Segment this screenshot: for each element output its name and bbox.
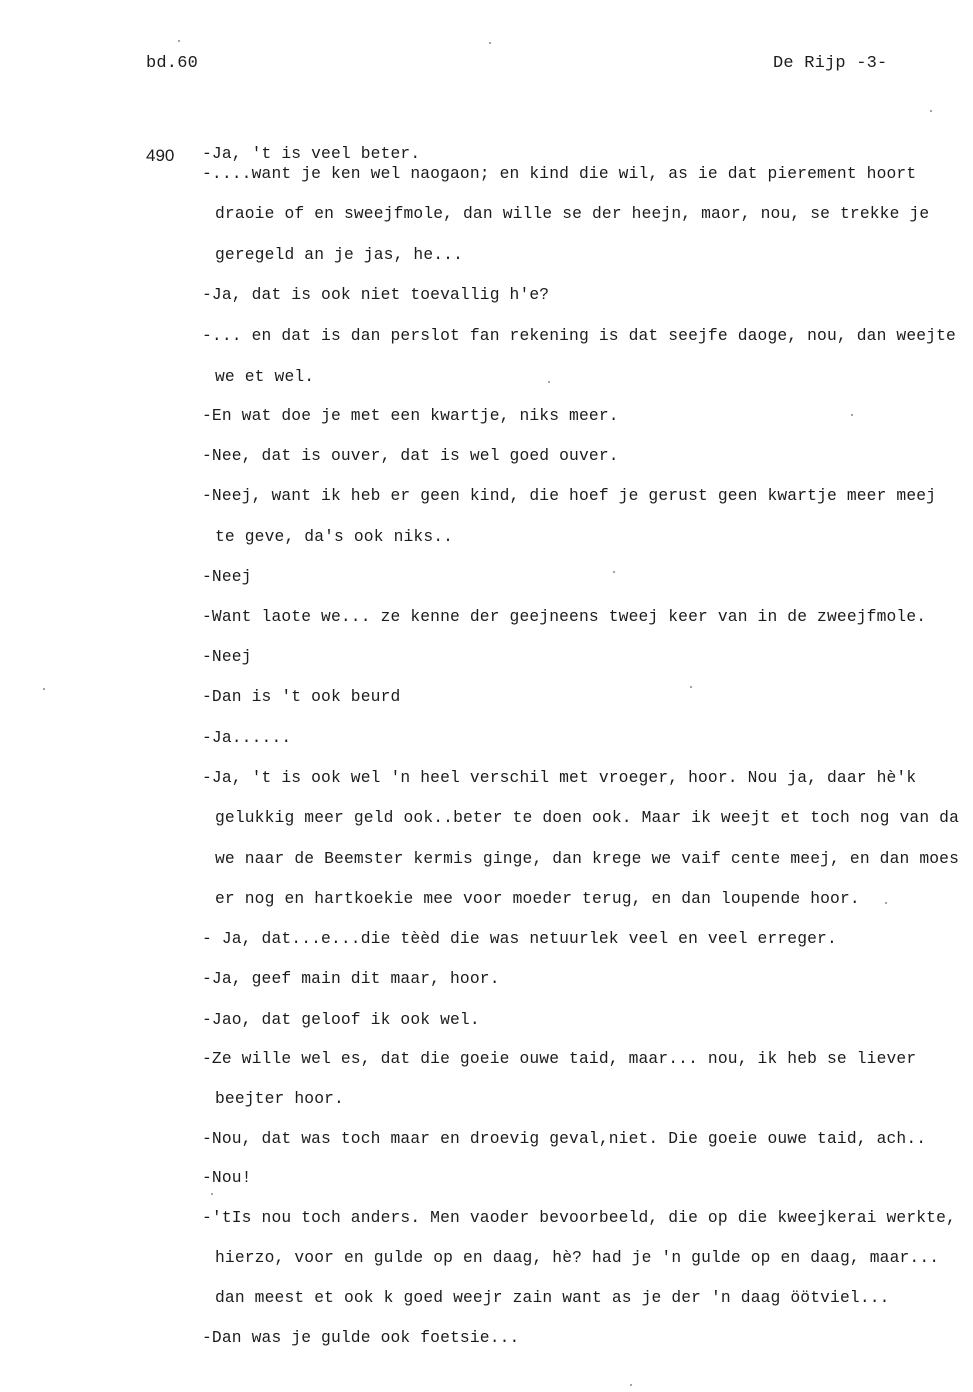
scan-speck <box>211 1193 213 1195</box>
transcript-line: -Dan is 't ook beurd <box>202 687 401 706</box>
transcript-line: -Nou! <box>202 1168 252 1187</box>
page-title: De Rijp -3- <box>773 54 888 73</box>
transcript-line: gelukkig meer geld ook..beter te doen ook. Maar ik weejt et toch nog van da <box>215 808 960 827</box>
transcript-line: -Ja, 't is ook wel 'n heel verschil met vroeger, hoor. Nou ja, daar hè'k <box>202 768 917 787</box>
transcript-line: -Neej, want ik heb er geen kind, die hoef je gerust geen kwartje meer meej <box>202 486 937 505</box>
transcript-line: er nog en hartkoekie mee voor moeder terug, en dan loupende hoor. <box>215 889 860 908</box>
transcript-line: -Nou, dat was toch maar en droevig geval,niet. Die goeie ouwe taid, ach.. <box>202 1129 927 1148</box>
scan-speck <box>43 688 45 690</box>
transcript-line: -En wat doe je met een kwartje, niks meer. <box>202 406 619 425</box>
transcript-line: -'tIs nou toch anders. Men vaoder bevoorbeeld, die op die kweejkerai werkte, <box>202 1208 956 1227</box>
transcript-line: -Ja, dat is ook niet toevallig h'e? <box>202 285 550 304</box>
transcript-line: -... en dat is dan perslot fan rekening is dat seejfe daoge, nou, dan weejte <box>202 326 956 345</box>
transcript-line: -Ja, geef main dit maar, hoor. <box>202 969 500 988</box>
transcript-line: we naar de Beemster kermis ginge, dan krege we vaif cente meej, en dan moes <box>215 849 960 868</box>
transcript-line: -Dan was je gulde ook foetsie... <box>202 1328 520 1347</box>
scan-speck <box>630 1384 632 1386</box>
transcript-line: -Neej <box>202 647 252 666</box>
transcript-line: -Jao, dat geloof ik ook wel. <box>202 1010 480 1029</box>
page-reference: bd.60 <box>146 54 199 73</box>
scan-speck <box>489 42 491 44</box>
transcript-line: -Want laote we... ze kenne der geejneens tweej keer van in de zweejfmole. <box>202 607 927 626</box>
scan-speck <box>851 414 853 416</box>
transcript-line: beejter hoor. <box>215 1089 344 1108</box>
transcript-line: te geve, da's ook niks.. <box>215 527 454 546</box>
transcript-line: -Nee, dat is ouver, dat is wel goed ouver. <box>202 446 619 465</box>
transcript-line: - Ja, dat...e...die tèèd die was netuurlek veel en veel erreger. <box>202 929 837 948</box>
transcript-line: we et wel. <box>215 367 315 386</box>
transcript-line: -Neej <box>202 567 252 586</box>
transcript-line: -Ja, 't is veel beter. <box>202 144 421 163</box>
transcript-line: -Ja...... <box>202 728 292 747</box>
transcript-line: dan meest et ook k goed weejr zain want as je der 'n daag öötviel... <box>215 1288 890 1307</box>
transcript-line: -Ze wille wel es, dat die goeie ouwe taid, maar... nou, ik heb se liever <box>202 1049 917 1068</box>
transcript-line: geregeld an je jas, he... <box>215 245 464 264</box>
scan-speck <box>613 571 615 573</box>
transcript-line: hierzo, voor en gulde op en daag, hè? had je 'n gulde op en daag, maar... <box>215 1248 940 1267</box>
scan-speck <box>690 686 692 688</box>
transcript-line: draoie of en sweejfmole, dan wille se der heejn, maor, nou, se trekke je <box>215 204 930 223</box>
line-number: 490 <box>146 146 175 165</box>
scan-speck <box>178 40 180 42</box>
scan-speck <box>885 902 887 904</box>
scan-speck <box>548 381 550 383</box>
transcript-line: -....want je ken wel naogaon; en kind die wil, as ie dat pierement hoort <box>202 164 917 183</box>
scan-speck <box>930 110 932 112</box>
